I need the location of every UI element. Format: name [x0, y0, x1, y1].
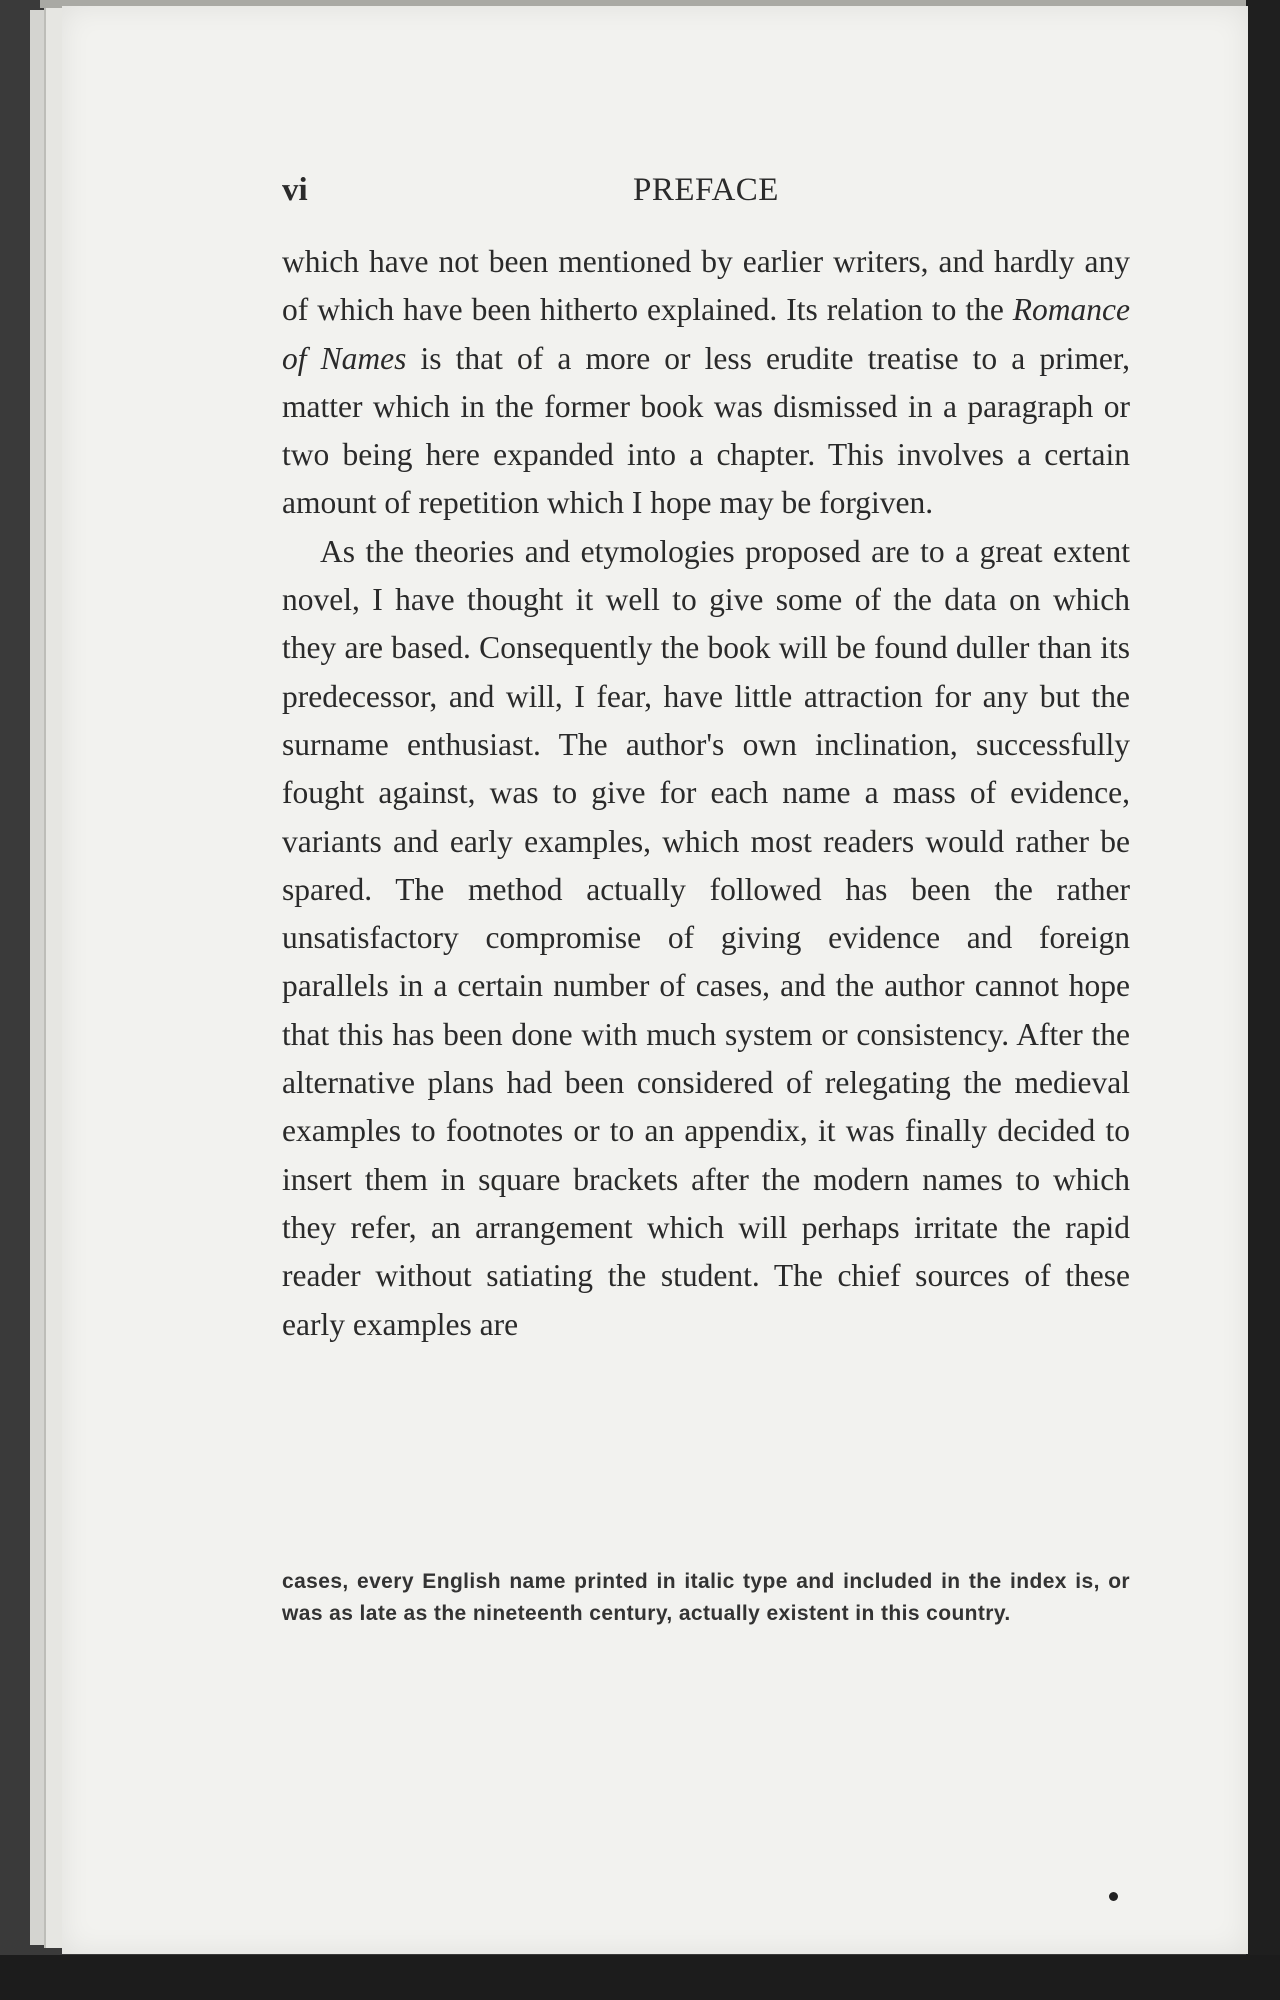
- book-title: Romance of Names: [282, 292, 1130, 376]
- paragraph-1-end: is that of a more or less erudite treatise to a primer, matter which in the former book was dismissed in a paragraph or two being here expanded into a chapter. This involves a certain amount of repetition which I hope may be forgiven.: [282, 340, 1130, 521]
- right-edge-strip: [1246, 0, 1280, 2000]
- bottom-dark-band: [0, 1955, 1280, 2000]
- body-text: [282, 238, 1130, 1349]
- paragraph-1: [282, 238, 1130, 528]
- page-number: vi: [282, 172, 308, 208]
- ink-speck: [1109, 1892, 1118, 1901]
- footnote: cases, every English name printed in italic type and included in the index is, or was as late as the nineteenth century, actually existent in this country.: [282, 1570, 1130, 1625]
- paragraph-1-start: which have not been mentioned by earlier writers, and hardly any of which have been hitherto explained. Its relation to the: [282, 244, 1130, 328]
- running-head: PREFACE: [633, 172, 779, 208]
- page-header: [282, 172, 1130, 222]
- paragraph-2: As the theories and etymologies proposed are to a great extent novel, I have thought it well to give some of the data on which they are based. Consequently the book will be found duller than its predecessor, and will, I fear, have little attraction for any but the surname enthusiast. The author's own inclination, successfully fought against, was to give for each name a mass of evidence, variants and early examples, which most readers would rather be spared. The method actually followed has been the rather unsatisfactory compromise of giving evidence and foreign parallels in a certain number of cases, and the author cannot hope that this has been done with much system or consistency. After the alternative plans had been considered of relegating the medieval examples to footnotes or to an appendix, it was finally decided to insert them in square brackets after the modern names to which they refer, an arrangement which will perhaps irritate the rapid reader without satiating the student. The chief sources of these early examples are: [282, 533, 1130, 1342]
